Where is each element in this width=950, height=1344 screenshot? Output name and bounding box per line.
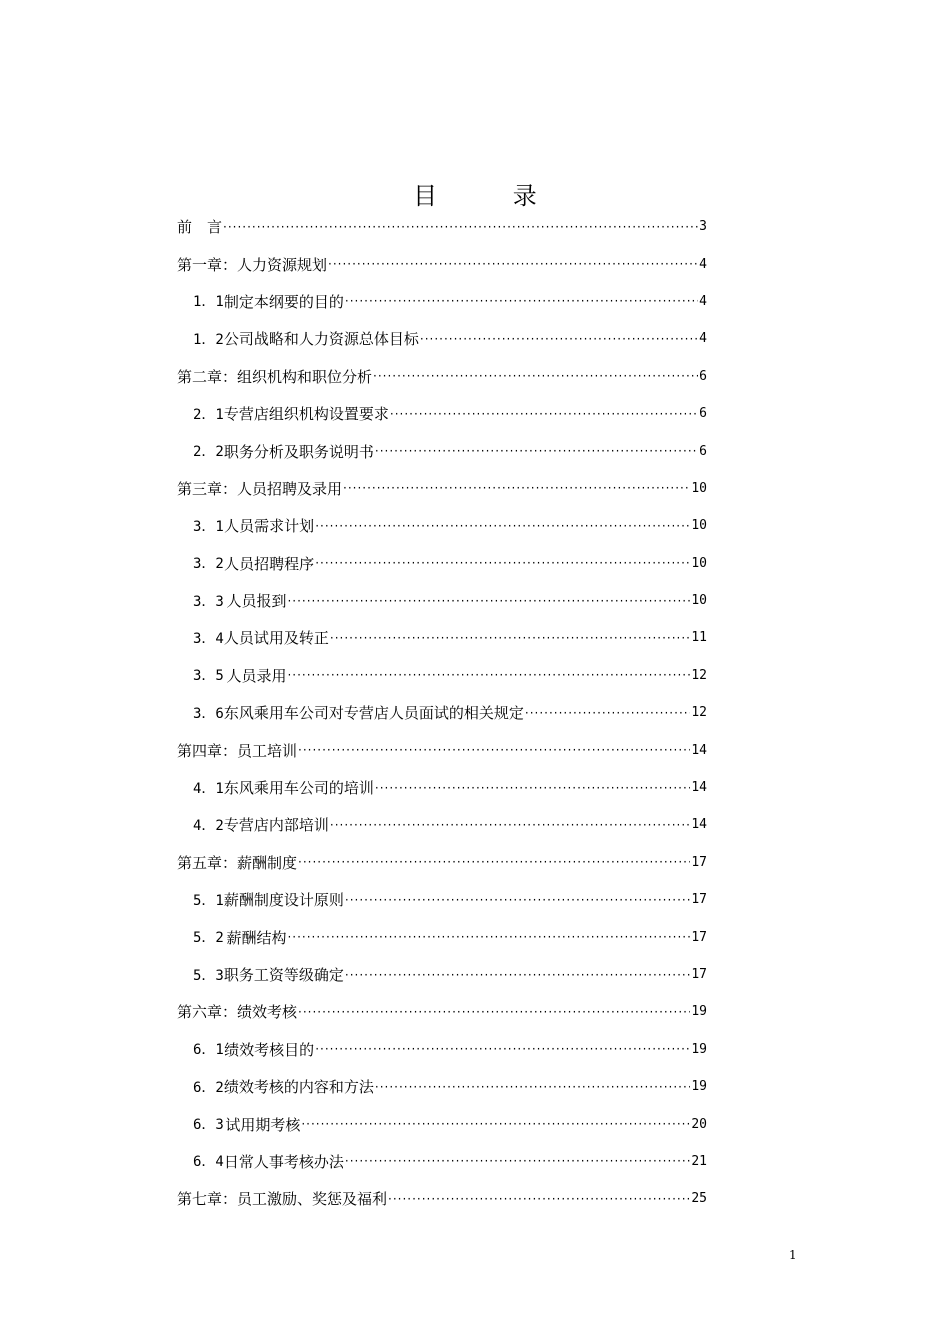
toc-entry-number: 3．6 [193,705,224,722]
toc-entry-label: 前 言 [177,218,223,237]
toc-entry-page: 6 [699,443,707,459]
toc-leader-dots [375,1080,690,1094]
toc-entry-page: 3 [699,219,707,235]
toc-entry-label: 绩效考核目的 [224,1040,315,1059]
toc-entry-label: 专营店内部培训 [223,816,329,835]
toc-entry-page: 25 [691,1191,707,1207]
toc-entry-label: 绩效考核的内容和方法 [223,1078,374,1097]
toc-entry-number: 1．2 [193,331,224,348]
toc-entry-page: 11 [691,630,707,646]
table-of-contents [177,208,707,1218]
toc-leader-dots [301,1117,690,1131]
toc-entry-page: 19 [691,1079,707,1095]
toc-entry-page: 10 [691,593,707,609]
toc-entry-page: 17 [691,892,707,908]
toc-entry-label: 第三章：人员招聘及录用 [177,479,343,498]
toc-entry-page: 6 [699,406,707,422]
toc-entry[interactable] [177,1031,707,1068]
toc-leader-dots [345,968,690,982]
toc-entry[interactable] [177,358,707,395]
toc-entry-page: 20 [691,1116,707,1132]
toc-leader-dots [287,668,690,682]
toc-entry-page: 14 [691,817,707,833]
toc-entry-label: 第六章：绩效考核 [177,1003,298,1022]
toc-entry-page: 10 [691,555,707,571]
toc-entry-number: 3．4 [193,630,224,647]
toc-entry-page: 14 [691,780,707,796]
toc-leader-dots [287,930,690,944]
toc-entry[interactable] [177,918,707,955]
toc-entry[interactable] [177,1068,707,1105]
toc-entry-page: 12 [691,667,707,683]
toc-leader-dots [298,1005,690,1019]
toc-entry[interactable] [177,582,707,619]
toc-entry-number: 3．5 [193,668,224,685]
toc-entry-page: 19 [691,1041,707,1057]
toc-leader-dots [373,369,698,383]
toc-entry-number: 5．1 [193,892,224,909]
toc-entry-page: 17 [691,929,707,945]
toc-entry-label: 东风乘用车公司对专营店人员面试的相关规定 [223,704,524,723]
toc-entry-number: 6．4 [193,1154,224,1171]
toc-leader-dots [298,743,690,757]
toc-entry-label: 人员需求计划 [224,517,315,536]
toc-entry[interactable] [177,507,707,544]
toc-leader-dots [315,556,690,570]
toc-entry-label: 日常人事考核办法 [223,1152,344,1171]
toc-entry[interactable] [177,844,707,881]
toc-entry-label: 人员招聘程序 [224,554,315,573]
toc-entry-page: 14 [691,742,707,758]
toc-entry-number: 3．1 [193,518,224,535]
toc-entry-number: 2．2 [193,444,224,461]
toc-entry-page: 19 [691,1004,707,1020]
page-title: 目 录 [413,182,571,211]
toc-entry-number: 6．2 [193,1079,224,1096]
toc-leader-dots [330,631,690,645]
toc-entry[interactable] [177,283,707,320]
toc-leader-dots [345,893,690,907]
toc-entry-label: 第五章：薪酬制度 [177,853,298,872]
toc-entry-page: 21 [691,1153,707,1169]
toc-entry-label: 第四章：员工培训 [177,741,298,760]
toc-entry-page: 12 [691,705,707,721]
toc-entry-label: 制定本纲要的目的 [223,292,344,311]
toc-leader-dots [388,1192,690,1206]
toc-entry[interactable] [177,1180,707,1217]
toc-leader-dots [390,407,698,421]
toc-leader-dots [298,855,690,869]
toc-entry-number: 6．3 [193,1117,224,1134]
toc-entry-number: 5．2 [193,930,224,947]
toc-leader-dots [525,706,690,720]
toc-entry-page: 10 [691,480,707,496]
toc-entry-number: 5．3 [193,967,224,984]
toc-entry-page: 4 [699,293,707,309]
toc-entry-page: 4 [699,331,707,347]
toc-entry[interactable] [177,320,707,357]
toc-entry[interactable] [177,619,707,656]
toc-entry[interactable] [177,545,707,582]
toc-leader-dots [315,1042,690,1056]
toc-leader-dots [328,257,698,271]
toc-entry[interactable] [177,769,707,806]
toc-leader-dots [330,818,690,832]
toc-entry-label: 第一章：人力资源规划 [177,255,328,274]
toc-entry-page: 17 [691,854,707,870]
toc-entry-label: 薪酬结构 [226,928,287,947]
toc-entry[interactable] [177,956,707,993]
toc-entry[interactable] [177,881,707,918]
toc-entry[interactable] [177,993,707,1030]
toc-entry-label: 专营店组织机构设置要求 [223,405,389,424]
toc-entry-page: 6 [699,368,707,384]
toc-entry-number: 4．2 [193,817,224,834]
toc-leader-dots [375,444,698,458]
toc-entry[interactable] [177,432,707,469]
toc-entry[interactable] [177,806,707,843]
toc-entry[interactable] [177,395,707,432]
toc-entry[interactable] [177,694,707,731]
toc-entry-label: 职务分析及职务说明书 [223,442,374,461]
toc-leader-dots [223,220,698,234]
toc-leader-dots [345,1154,690,1168]
toc-entry-number: 2．1 [193,406,224,423]
toc-leader-dots [287,594,690,608]
toc-entry-page: 17 [691,967,707,982]
toc-entry-label: 人员录用 [226,666,287,685]
toc-entry-label: 第二章：组织机构和职位分析 [177,367,373,386]
toc-entry[interactable] [177,1105,707,1142]
toc-entry[interactable] [177,208,707,245]
toc-entry-label: 职务工资等级确定 [223,966,344,984]
toc-entry-label: 第七章：员工激励、奖惩及福利 [177,1190,388,1209]
toc-leader-dots [375,781,690,795]
toc-entry-label: 东风乘用车公司的培训 [223,779,374,798]
toc-entry[interactable] [177,731,707,768]
toc-entry[interactable] [177,657,707,694]
toc-entry-number: 3．2 [193,556,224,573]
page-number: 1 [789,1248,797,1262]
toc-entry-label: 人员试用及转正 [223,629,329,648]
toc-entry-number: 6．1 [193,1042,224,1059]
toc-entry-page: 4 [699,256,707,272]
toc-entry-label: 薪酬制度设计原则 [223,891,344,910]
toc-leader-dots [420,332,698,346]
toc-leader-dots [315,519,690,533]
toc-entry-label: 人员报到 [226,592,287,611]
toc-entry-label: 公司战略和人力资源总体目标 [223,330,419,349]
toc-entry-number: 4．1 [193,780,224,797]
toc-entry-page: 10 [691,518,707,534]
toc-entry-number: 1．1 [193,294,224,311]
toc-entry[interactable] [177,245,707,282]
toc-entry-label: 试用期考核 [225,1115,301,1134]
toc-entry[interactable] [177,1143,707,1180]
toc-entry-number: 3．3 [193,593,224,610]
toc-leader-dots [343,481,690,495]
toc-leader-dots [345,294,698,308]
toc-entry[interactable] [177,470,707,507]
